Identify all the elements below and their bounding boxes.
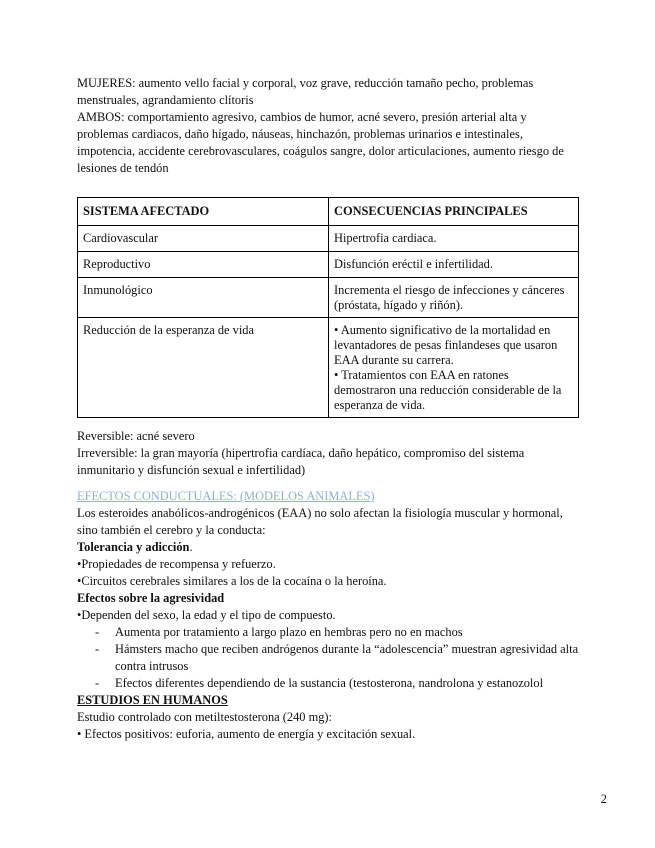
mujeres-paragraph: MUJERES: aumento vello facial y corporal, voz grave, reducción tamaño pecho, problemas menstruales, agrandamiento clítoris	[77, 76, 534, 107]
humans-heading: ESTUDIOS EN HUMANOS	[77, 693, 228, 707]
table-row	[78, 318, 579, 418]
aggression-heading: Efectos sobre la agresividad	[77, 591, 225, 605]
table-header-consequences: CONSECUENCIAS PRINCIPALES	[329, 198, 579, 226]
table-cell-consequence: Disfunción eréctil e infertilidad.	[329, 252, 579, 278]
tolerance-item: •Propiedades de recompensa y refuerzo.	[77, 557, 276, 571]
conductual-intro: Los esteroides anabólicos-androgénicos (EAA) no solo afectan la fisiología muscular y hormonal, sino también el cerebro y la conducta:	[77, 506, 563, 537]
table-cell-consequence: Incrementa el riesgo de infecciones y cánceres (próstata, hígado y riñón).	[329, 278, 579, 318]
table-row	[78, 252, 579, 278]
aggression-list	[77, 624, 579, 692]
table-cell-consequence: Hipertrofia cardiaca.	[329, 226, 579, 252]
page-number: 2	[600, 792, 607, 806]
list-item-text: Hámsters macho que reciben andrógenos durante la “adolescencia” muestran agresividad alta contra intrusos	[115, 642, 579, 673]
tolerance-period: .	[189, 540, 193, 554]
humans-study: Estudio controlado con metiltestosterona (240 mg):	[77, 710, 332, 724]
list-item	[95, 641, 579, 675]
dash-bullet: -	[95, 642, 100, 656]
table-row	[78, 278, 579, 318]
dash-bullet: -	[95, 625, 100, 639]
consequence-bullet: • Aumento significativo de la mortalidad en levantadores de pesas finlandeses que usaron EAA durante su carrera.	[334, 323, 558, 367]
tolerance-heading: Tolerancia y adicción	[77, 540, 190, 554]
table-cell-system: Reproductivo	[78, 252, 329, 278]
conductual-heading-link[interactable]: EFECTOS CONDUCTUALES: (MODELOS ANIMALES)	[77, 489, 375, 503]
humans-effects: • Efectos positivos: euforia, aumento de energía y excitación sexual.	[77, 727, 416, 741]
document-body	[77, 75, 579, 743]
table-cell-consequence	[329, 318, 579, 418]
irreversible-text: Irreversible: la gran mayoría (hipertrofia cardíaca, daño hepático, compromiso del sistema inmunitario y disfunción sexual e infertilidad)	[77, 446, 525, 477]
ambos-paragraph: AMBOS: comportamiento agresivo, cambios de humor, acné severo, presión arterial alta y problemas cardiacos, daño hígado, náuseas, hinchazón, problemas urinarios e intestinales, impotencia, accidente cerebrovasculares, coágulos sangre, dolor articulaciones, aumento riesgo de lesiones de tendón	[77, 110, 564, 175]
table-cell-system: Inmunológico	[78, 278, 329, 318]
list-item	[95, 675, 579, 692]
table-header-system: SISTEMA AFECTADO	[78, 198, 329, 226]
list-item	[95, 624, 579, 641]
table-row	[78, 226, 579, 252]
consequence-bullet: • Tratamientos con EAA en ratones demostraron una reducción considerable de la esperanza de vida.	[334, 368, 562, 412]
list-item-text: Efectos diferentes dependiendo de la sustancia (testosterona, nandrolona y estanozolol	[115, 676, 544, 690]
tolerance-heading-line	[77, 539, 579, 556]
effects-table	[77, 197, 579, 418]
aggression-intro: •Dependen del sexo, la edad y el tipo de compuesto.	[77, 608, 336, 622]
table-cell-system: Reducción de la esperanza de vida	[78, 318, 329, 418]
table-cell-system: Cardiovascular	[78, 226, 329, 252]
list-item-text: Aumenta por tratamiento a largo plazo en hembras pero no en machos	[115, 625, 463, 639]
tolerance-item: •Circuitos cerebrales similares a los de la cocaína o la heroína.	[77, 574, 387, 588]
dash-bullet: -	[95, 676, 100, 690]
reversible-text: Reversible: acné severo	[77, 429, 195, 443]
table-header-row	[78, 198, 579, 226]
